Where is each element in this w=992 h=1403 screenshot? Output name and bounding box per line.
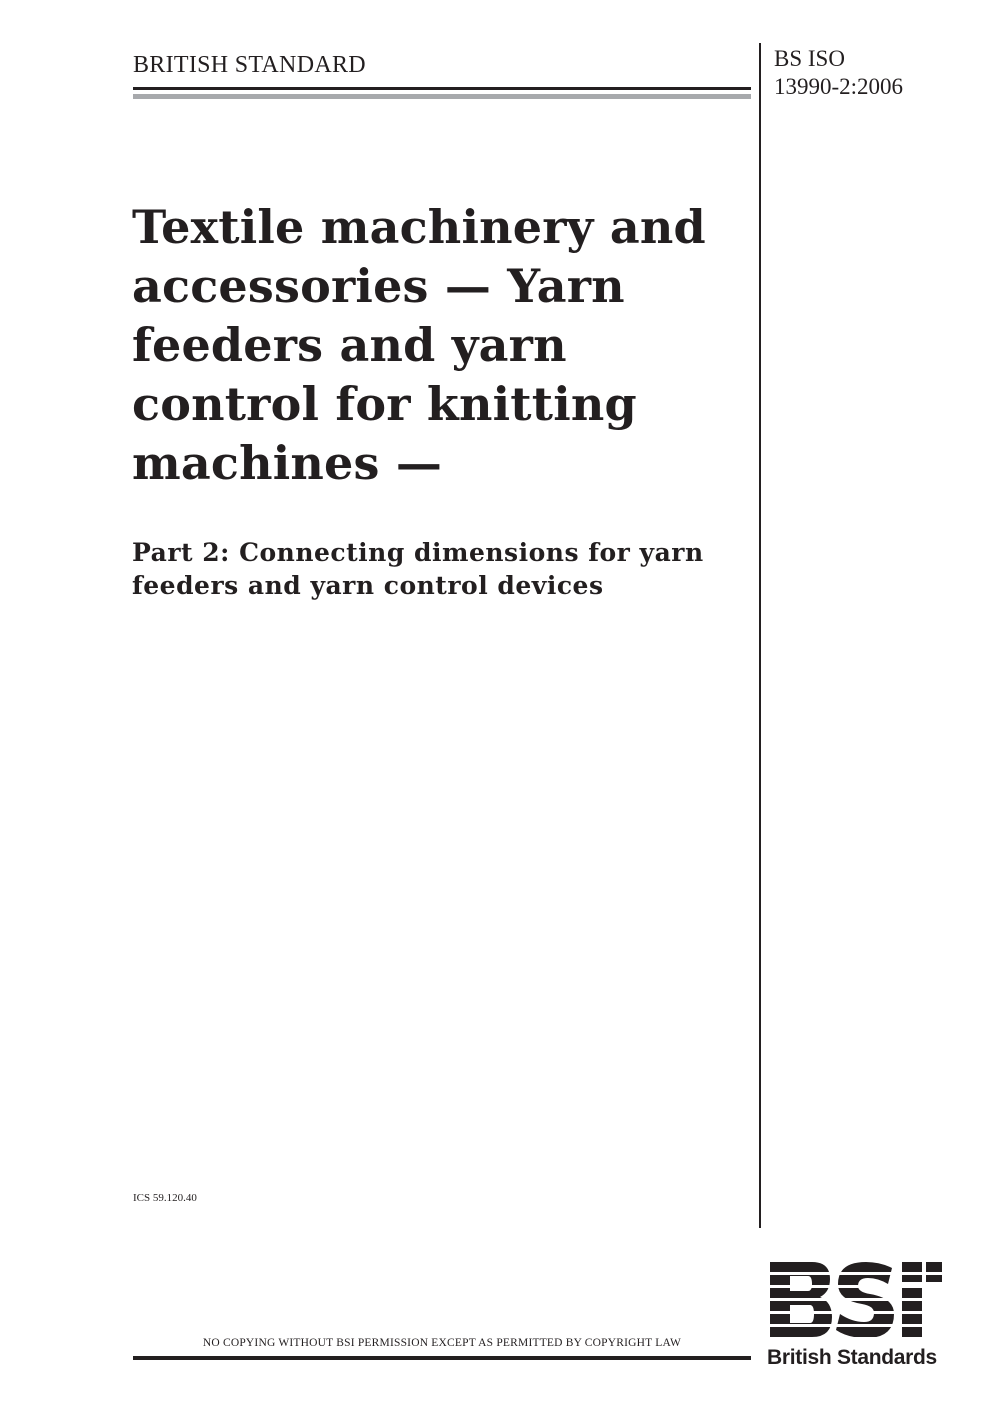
header-rule-black: [133, 87, 751, 90]
title-line: machines —: [132, 436, 443, 490]
document-title: [132, 198, 742, 493]
subtitle-line: Part 2: Connecting dimensions for yarn: [132, 538, 704, 567]
header-label: BRITISH STANDARD: [133, 52, 366, 78]
copyright-notice: NO COPYING WITHOUT BSI PERMISSION EXCEPT AS PERMITTED BY COPYRIGHT LAW: [202, 1337, 682, 1349]
title-line: feeders and yarn: [132, 318, 567, 372]
subtitle-line: feeders and yarn control devices: [132, 571, 604, 600]
bsi-wordmark-icon: [768, 1262, 944, 1346]
standard-number-line1: BS ISO: [774, 46, 845, 71]
document-subtitle: [132, 536, 752, 602]
bsi-tagline: British Standards: [767, 1346, 937, 1369]
title-line: control for knitting: [132, 377, 637, 431]
footer-rule: [133, 1356, 751, 1360]
title-line: accessories — Yarn: [132, 259, 625, 313]
vertical-divider: [759, 43, 761, 1228]
header-rule-grey: [133, 94, 751, 99]
ics-code: ICS 59.120.40: [133, 1192, 197, 1204]
standard-number: [774, 45, 903, 101]
title-line: Textile machinery and: [132, 200, 706, 254]
standard-number-line2: 13990-2:2006: [774, 74, 904, 99]
